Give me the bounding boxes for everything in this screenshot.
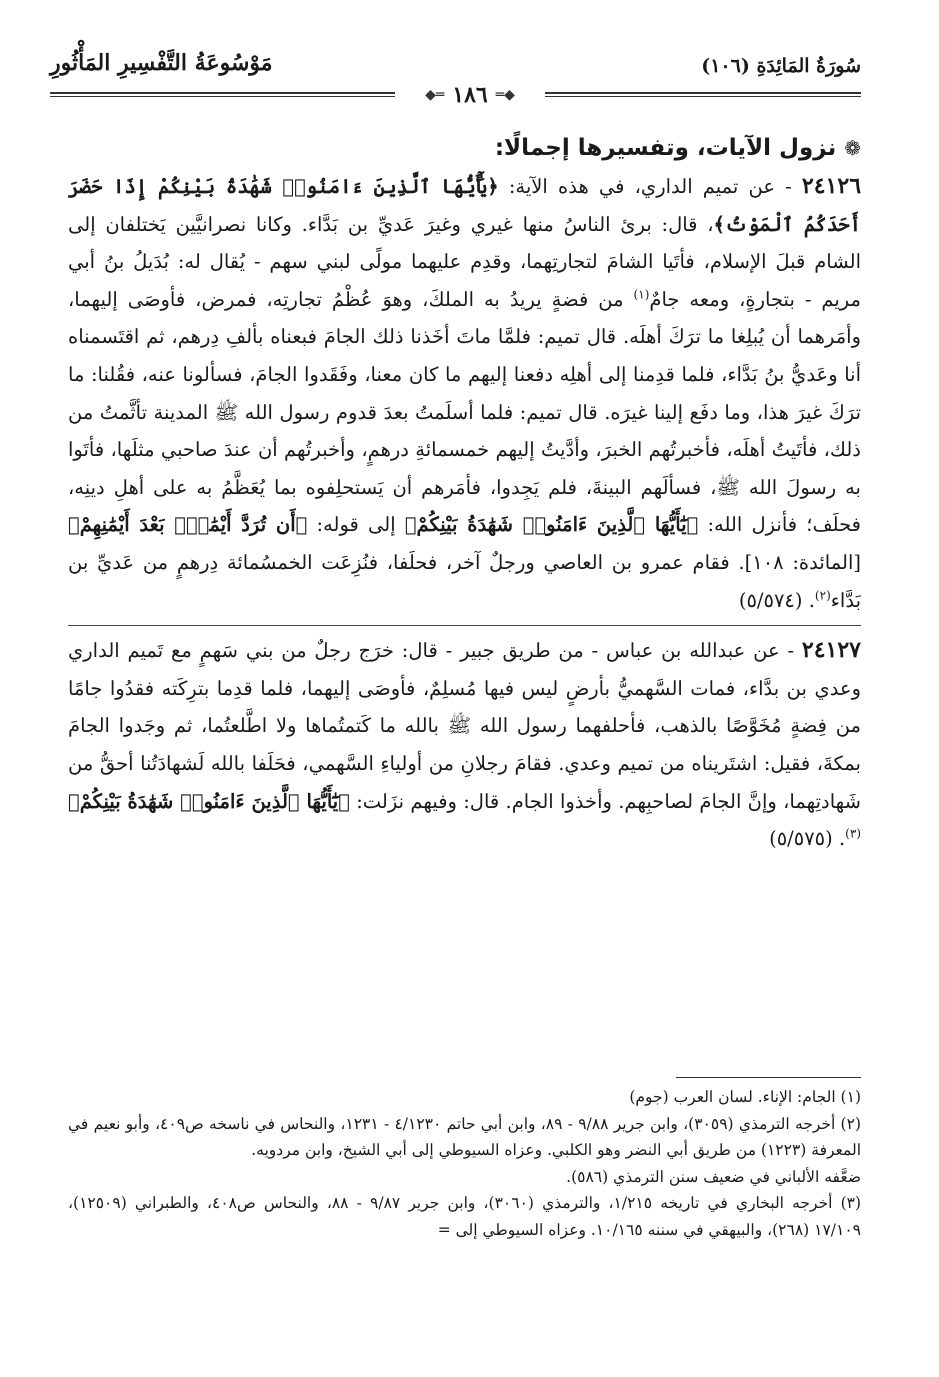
volume-reference: . (٥/٥٧٥) (769, 827, 846, 851)
page-number: ١٨٦ (452, 82, 488, 108)
entry-number: ٢٤١٢٦ (801, 173, 862, 199)
quran-quote: ﴿يَٰٓأَيُّهَا ٱلَّذِينَ ءَامَنُوا۟ شَهَٰدَةُ بَيْنِكُمْ﴾ (68, 789, 350, 813)
surah-title: سُورَةُ المَائِدَةِ (١٠٦) (701, 55, 861, 77)
entry-24126 (68, 168, 861, 619)
entry-text: [المائدة: ١٠٨]. فقام عمرو بن العاصي ورجلٌ آخر، فحلَفا، فنُزِعَت الخمسُمائة دِرهمٍ من عَديِّ بن بَدَّاء (68, 550, 861, 612)
section-title: نزول الآيات، وتفسيرها إجمالًا: (494, 135, 837, 161)
flower-bullet-icon: ❁ (844, 136, 861, 160)
footnote-1: (١) الجام: الإناء. لسان العرب (جوم) (629, 1088, 861, 1106)
section-heading (68, 128, 861, 168)
entry-text: - عن تميم الداري، في هذه الآية: (508, 175, 792, 198)
main-content (68, 128, 861, 858)
footnote-marker[interactable]: (٣) (845, 826, 861, 841)
ornament-icon: ═◆ (425, 87, 445, 103)
entry-text: إلى قوله: (307, 513, 405, 537)
footnote-marker[interactable]: (١) (633, 287, 650, 302)
quran-quote: ﴿يَٰٓأَيُّهَا ٱلَّذِينَ ءَامَنُوا۟ شَهَٰدَةُ بَيْنِكُمْ إِذَا حَضَرَ أَحَدَكُمُ ٱلْمَوْتُ﴾ (68, 175, 861, 236)
footnote-2: (٢) أخرجه الترمذي (٣٠٥٩)، وابن جرير ٩/٨٨ - ٨٩، وابن أبي حاتم ٤/١٢٣٠ - ١٢٣١، والنحاس في ناسخه ص٤٠٩، وأبو نعيم في المعرفة (١٢٢٣) من طريق أبي النضر وهو الكلبي. وعزاه السيوطي إلى أبي الشيخ، وابن مردويه. (68, 1114, 861, 1159)
book-title: مَوْسُوعَةُ التَّفْسِيرِ المَأْثُورِ (50, 50, 273, 76)
footnote-2-note: ضعَّفه الألباني في ضعيف سنن الترمذي (٥٨٦). (566, 1167, 861, 1186)
footnotes (68, 1084, 861, 1243)
entry-text: من فضةٍ يريدُ به الملكَ، وهوَ عُظْمُ تجارتِه، فمرض، فأوصَى إليهما، وأمَرهما أن يُبلِغا ما ترَكَ أهلَه. قال تميم: فلمَّا ماتَ أخَذنا ذلك الجامَ فبعناه بألفِ دِرهم، ثم اقتَسمناه أنا وعَديُّ بنُ بَدَّاء، فلما قدِمنا إلى أهلِه دفعنا إليهم ما كان معنا، وفَقَدوا الجامَ، فسألونا عنه، فقُلنا: ما ترَكَ غيرَ هذا، وما دفَع إلينا غيرَه. قال تميم: فلما أسلَمتُ بعدَ قدوم رسول الله ﷺ المدينة تأثَّمتُ من ذلك، فأتَيتُ أهلَه، فأخبرتُهم الخبرَ، وأدَّيتُ إليهم خمسمائةِ درهمٍ، وأخبرتُهم أن عندَ صاحبي مثلَها، فأتَوا به رسولَ الله ﷺ، فسألَهم البينةَ، فلم يَجِدوا، فأمَرهم أن يَستحلِفوه بما يُعَظَّمُ به على أهلِ دينِه، فحلَف؛ فأنزل الله: (68, 287, 861, 537)
ornament-icon: ◆═ (495, 87, 515, 103)
footnote-rule (676, 1077, 861, 1078)
entry-24127 (68, 632, 861, 858)
volume-reference: . (٥/٥٧٤) (738, 588, 815, 612)
footnote-3: (٣) أخرجه البخاري في تاريخه ١/٢١٥، والترمذي (٣٠٦٠)، وابن جرير ٩/٨٧ - ٨٨، والنحاس ص٤٠٨، والطبراني (١٢٥٠٩)، ١٧/١٠٩ (٢٦٨)، والبيهقي في سننه ١٠/١٦٥. وعزاه السيوطي إلى = (68, 1194, 862, 1239)
entry-text: - عن عبدالله بن عباس - من طريق جبير - قال: خرَج رجلٌ من بني سَهمٍ مع تَميم الداري وعدي بن بدَّاء، فمات السَّهميُّ بأرضٍ ليس فيها مُسلِمٌ، فأوصَى إليهما، فلما قدِما بترِكَته فقدُوا جامًا من فِضةٍ مُخَوَّصًا بالذهب، فأحلفهما رسول الله ﷺ بالله ما كَتمتُماها ولا اطَّلعتُما، ثم وجَدوا الجامَ بمكةَ، فقيل: اشتَريناه من تميم وعدي. فقامَ رجلانِ من أولياءِ السَّهمي، فحَلَفا بالله لَشهادَتُنا أحقُّ من شَهادتِهما، وإنَّ الجامَ لصاحبِهم. وأخذوا الجام. قال: وفيهم نزَلت: (68, 639, 861, 813)
page-number-box (395, 82, 545, 108)
entry-number: ٢٤١٢٧ (801, 637, 861, 664)
entry-separator (68, 625, 861, 626)
quran-quote: ﴿يَٰٓأَيُّهَا ٱلَّذِينَ ءَامَنُوا۟ شَهَٰدَةُ بَيْنِكُمْ﴾ (404, 513, 699, 537)
entry-text: ، قال: برئ الناسُ منها غيري وغيرَ عَديِّ بن بَدَّاء. وكانا نصرانيَّين يَختلفان إلى الشام قبلَ الإسلام، فأتَيا الشامَ لتجارتِهما، وقدِم عليهما مولًى لبني سهم - يُقال له: بُدَيلُ بنُ أبي مريم - بتجارةٍ، ومعه جامٌ (68, 212, 861, 311)
footnote-marker[interactable]: (٢) (814, 588, 831, 603)
quran-quote: ﴿أَن تُرَدَّ أَيْمَٰنٌۢ بَعْدَ أَيْمَٰنِهِمْ﴾ (68, 513, 308, 537)
